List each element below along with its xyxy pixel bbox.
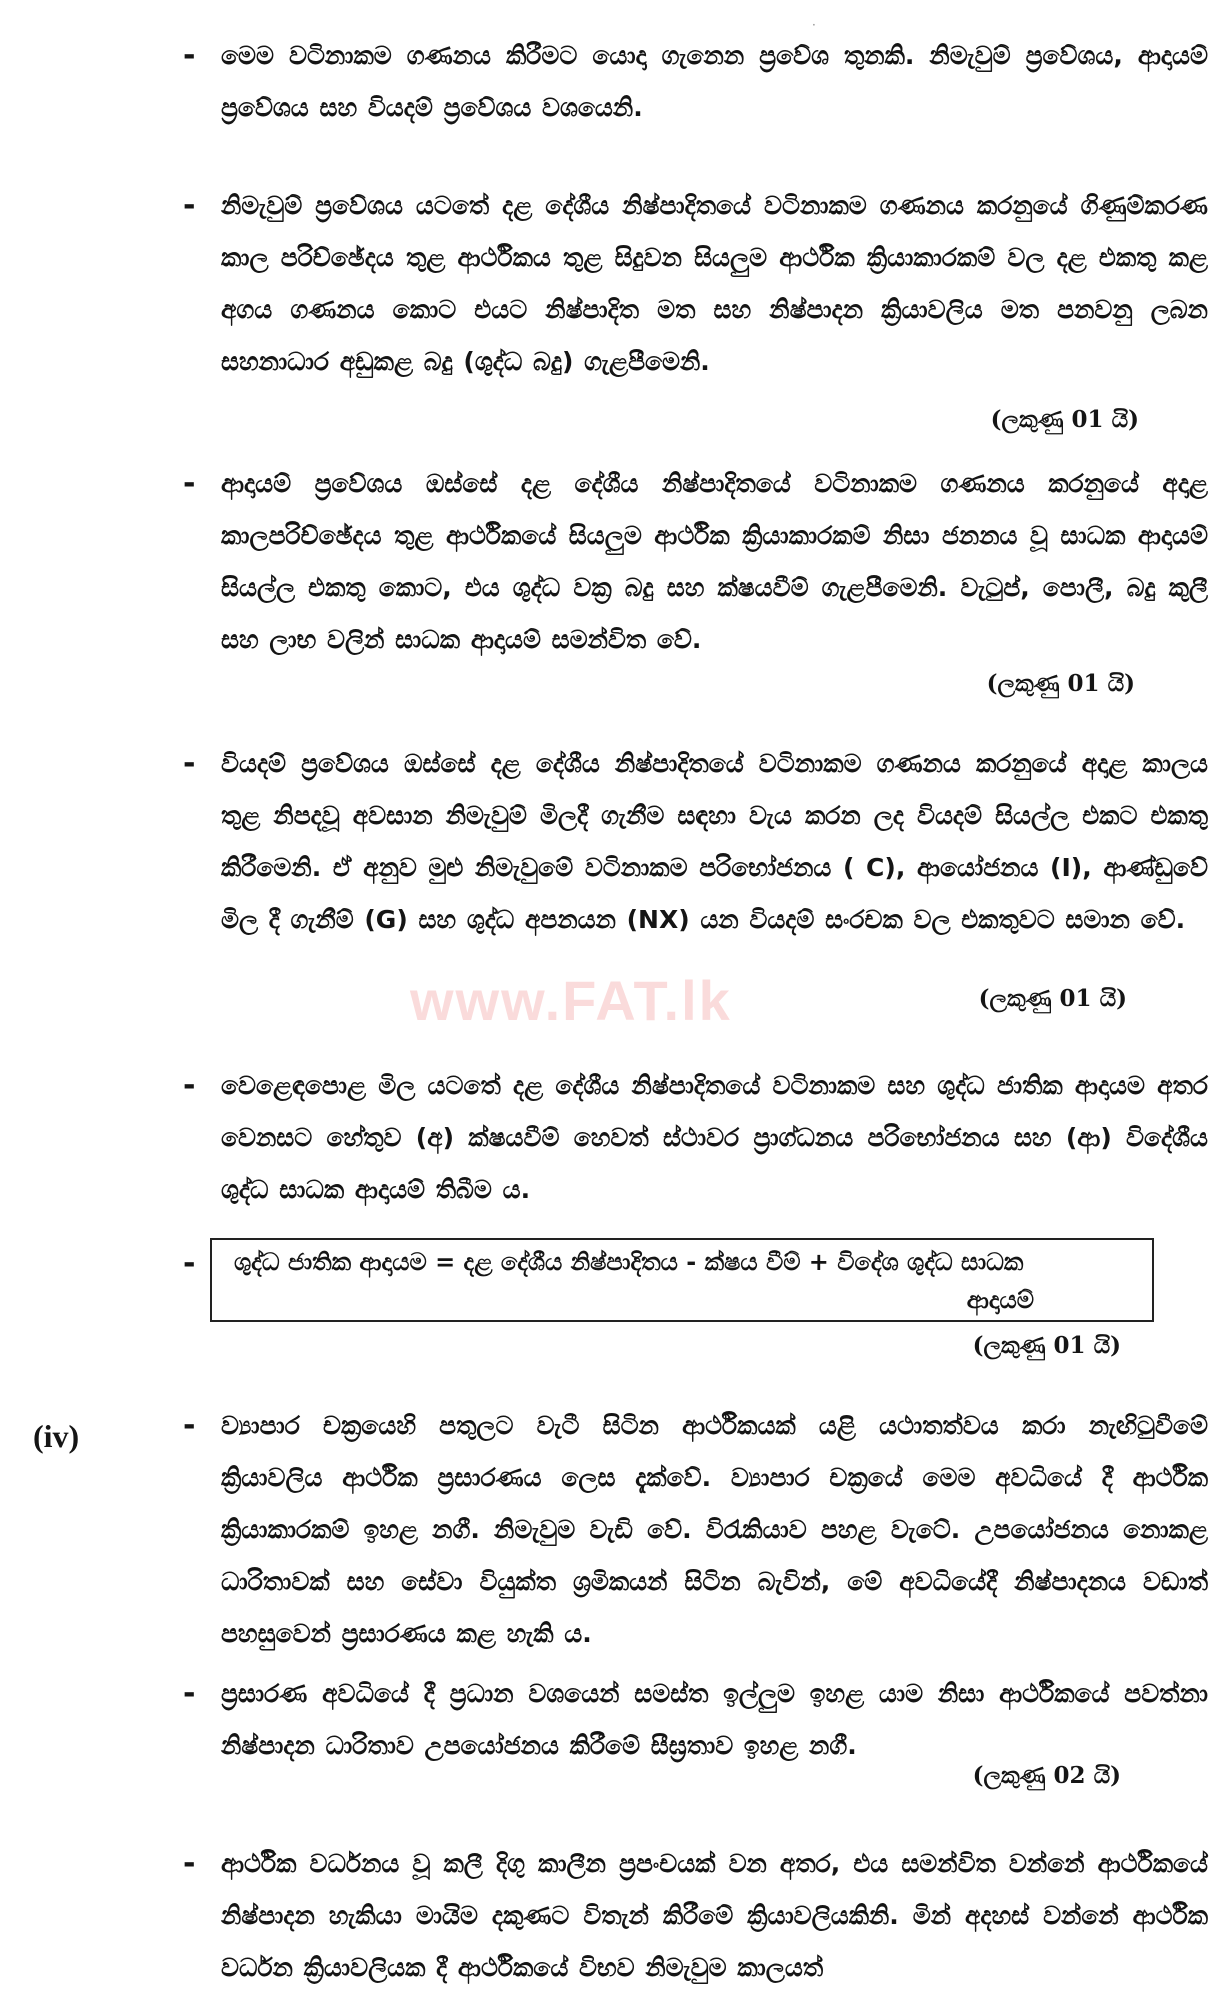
paragraph-income-approach: [183, 458, 1208, 666]
paragraph-expansion-phase: [183, 1668, 1208, 1772]
marks-label: (ලකුණු 01 යි): [978, 985, 1127, 1012]
paragraph-text: වියදම් ප්‍රවේශය ඔස්සේ දළ දේශීය නිෂ්පාදිතයේ වටිනාකම ගණනය කරනුයේ අදාළ කාලය තුළ නිපදවූ අවසාන නිමැවුම් මිලදී ගැනීම සඳහා වැය කරන ලද වියදම් සියල්ල එකට එකතු කිරීමෙනි. ඒ අනුව මුළු නිමැවුමේ වටිනාකම පරිභෝජනය ( C), ආයෝජනය (I), ආණ්ඩුවේ මිල දී ගැනීම් (G) සහ ශුද්ධ අපනයන (NX) යන වියදම් සංරචක වල එකතුවට සමාන වේ.: [221, 749, 1208, 934]
scan-mark: ·: [812, 18, 816, 32]
bullet-dash: -: [183, 466, 196, 501]
paragraph-text: නිමැවුම් ප්‍රවේශය යටතේ දළ දේශීය නිෂ්පාදිතයේ වටිනාකම ගණනය කරනුයේ ගිණුම්කරණ කාල පරිච්ඡේදය තුළ ආර්ථිකය තුළ සිදුවන සියලුම ආර්ථික ක්‍රියාකාරකම් වල දළ එකතු කළ අගය ගණනය කොට එයට නිෂ්පාදිත මත සහ නිෂ්පාදන ක්‍රියාවලිය මත පනවනු ලබන සහනාධාර අඩුකළ බදු (ශුද්ධ බදු) ගැළපීමෙනි.: [221, 191, 1208, 376]
paragraph-text: ආර්ථික වර්ධනය වූ කලී දිගු කාලීන ප්‍රපංචයක් වන අතර, එය සමන්විත වන්නේ ආර්ථිකයේ නිෂ්පාදන හැකියා මායිම දකුණට විතැන් කිරීමේ ක්‍රියාවලියකිනි. මින් අදහස් වන්නේ ආර්ථික වර්ධන ක්‍රියාවලියක දී ආර්ථිකයේ විභව නිමැවුම කාලයත්: [221, 1849, 1208, 1982]
marks-label: (ලකුණු 01 යි): [990, 406, 1139, 433]
marks-label: (ලකුණු 01 යි): [972, 1332, 1121, 1359]
bullet-dash: -: [183, 1068, 196, 1103]
marks-label: (ලකුණු 01 යි): [986, 670, 1135, 697]
paragraph-market-price-difference: [183, 1060, 1208, 1216]
bullet-dash: -: [183, 1246, 196, 1281]
paragraph-text: ප්‍රසාරණ අවධියේ දී ප්‍රධාන වශයෙන් සමස්ත ඉල්ලුම ඉහළ යාම නිසා ආර්ථිකයේ පවත්නා නිෂ්පාදන ධාරිතාව උපයෝජනය කිරීමේ සීඝ්‍රතාව ඉහළ නගී.: [221, 1679, 1208, 1760]
paragraph-text: ආදායම් ප්‍රවේශය ඔස්සේ දළ දේශීය නිෂ්පාදිතයේ වටිනාකම ගණනය කරනුයේ අදාළ කාලපරිච්ඡේදය තුළ ආර්ථිකයේ සියලුම ආර්ථික ක්‍රියාකාරකම් නිසා ජනනය වූ සාධක ආදායම් සියල්ල එකතු කොට, එය ශුද්ධ වක්‍ර බදු සහ ක්ෂයවීම් ගැළපීමෙනි. වැටුප්, පොලී, බදු කුලී සහ ලාභ වලින් සාධක ආදායම් සමන්විත වේ.: [221, 469, 1208, 654]
paragraph-approaches: [183, 30, 1208, 134]
paragraph-text: මෙම වටිනාකම ගණනය කිරීමට යොදා ගැනෙන ප්‍රවේශ තුනකි. නිමැවුම් ප්‍රවේශය, ආදායම් ප්‍රවේශය සහ වියදම් ප්‍රවේශය වශයෙනි.: [221, 41, 1208, 122]
section-number: (iv): [33, 1418, 80, 1454]
paragraph-economic-expansion: [183, 1400, 1208, 1660]
formula-box: [210, 1238, 1154, 1322]
paragraph-expenditure-approach: [183, 738, 1208, 946]
bullet-dash: -: [183, 1846, 196, 1881]
paragraph-text: ව්‍යාපාර චක්‍රයෙහි පතුලට වැටී සිටින ආර්ථිකයක් යළි යථාතත්වය කරා නැඟිටුවීමේ ක්‍රියාවලිය ආර්ථික ප්‍රසාරණය ලෙස දැක්වේ. ව්‍යාපාර චක්‍රයේ මෙම අවධියේ දී ආර්ථික ක්‍රියාකාරකම් ඉහළ නගී. නිමැවුම වැඩි වේ. විරැකියාව පහළ වැටේ. උපයෝජනය නොකළ ධාරිතාවක් සහ සේවා වියුක්ත ශ්‍රමිකයන් සිටින බැවින්, මේ අවධියේදී නිෂ්පාදනය වඩාත් පහසුවෙන් ප්‍රසාරණය කළ හැකි ය.: [221, 1411, 1208, 1648]
paragraph-text: වෙළෙඳපොළ මිල යටතේ දළ දේශීය නිෂ්පාදිතයේ වටිනාකම සහ ශුද්ධ ජාතික ආදායම අතර වෙනසට හේතුව (අ) ක්ෂයවීම් හෙවත් ස්ථාවර ප්‍රාග්ධනය පරිභෝජනය සහ (ආ) විදේශීය ශුද්ධ සාධක ආදායම් තිබීම ය.: [221, 1071, 1208, 1204]
watermark: www.FAT.lk: [410, 969, 732, 1032]
bullet-dash: -: [183, 746, 196, 781]
bullet-dash: -: [183, 188, 196, 223]
bullet-dash: -: [183, 38, 196, 73]
paragraph-output-approach: [183, 180, 1208, 388]
marks-label: (ලකුණු 02 යි): [972, 1762, 1121, 1789]
formula-line-2: ආදායම්: [966, 1286, 1034, 1314]
bullet-dash: -: [183, 1676, 196, 1711]
formula-line-1: ශුද්ධ ජාතික ආදායම = දළ දේශීය නිෂ්පාදිතය - ක්ෂය වීම් + විදේශ ශුද්ධ සාධක: [234, 1248, 1024, 1276]
paragraph-economic-growth: [183, 1838, 1208, 1994]
bullet-dash: -: [183, 1408, 196, 1443]
